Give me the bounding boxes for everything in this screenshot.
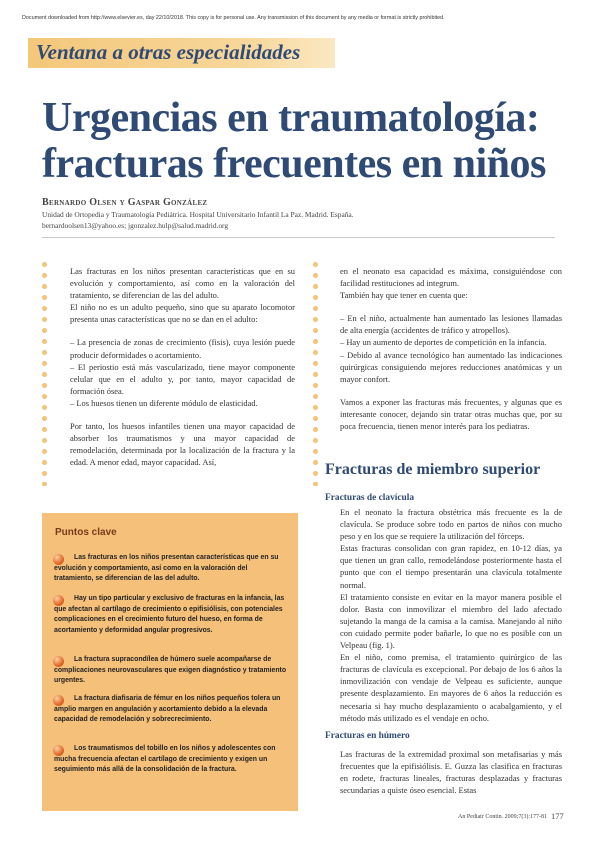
decorative-dot [313,482,318,487]
decorative-dot [313,339,318,344]
bullet-icon [53,695,64,706]
paragraph: Las fracturas de la extremidad proximal son metafisarias y más frecuentes que la epifisiólisis. E. Guzza las clasifica en fracturas en rodete, fracturas lineales, fracturas desplazadas y fracturas secundarias a quiste óseo esencial. Estas [340,749,562,796]
title-line-2: fracturas frecuentes en niños [42,141,546,187]
download-notice: Document downloaded from http://www.elsevier.es, day 22/10/2018. This copy is for personal use. Any transmission of this document by any media or format is strictly prohibited. [22,15,445,21]
decorative-dot [42,438,47,443]
decorative-dot [42,262,47,267]
decorative-dot [42,405,47,410]
decorative-dot [42,328,47,333]
decorative-dot [42,427,47,432]
humero-text [340,748,562,796]
paragraph: El tratamiento consiste en evitar en la mayor manera posible el dolor. Basta con inmovilizar el miembro del lado afectado sujetando la manga de la camisa a la camisa. Manejando al niño con cuidado permite poder bañarle, lo que no es posible con un Velpeau (fig. 1). [340,591,562,651]
list-item: – Los huesos tienen un diferente módulo de elasticidad. [70,397,258,408]
list-item: – Debido al avance tecnológico han aumentado las indicaciones quirúrgicas consiguiendo mejores reducciones anatómicas y un mayor confort. [340,349,562,384]
decorative-dot [313,361,318,366]
decorative-dot [313,317,318,322]
decorative-dot [313,460,318,465]
decorative-dot [313,372,318,377]
key-points-box [42,513,298,811]
paragraph: También hay que tener en cuenta que: [340,290,468,301]
subheading-humero: Fracturas en húmero [325,731,410,741]
decorative-dot [313,262,318,267]
key-point: La fractura diafisaria de fémur en los niños pequeños tolera un amplio margen en angulación y acortamiento debido a la elevada capacidad de remodelación y sobrecrecimiento. [54,695,281,724]
affiliation: Unidad de Ortopedia y Traumatología Pediátrica. Hospital Universitario Infantil La Paz. Madrid. España. [42,210,354,219]
decorative-dot [42,273,47,278]
spacer [340,385,562,396]
title-line-1: Urgencias en traumatología: [42,95,540,141]
list-item: – Hay un aumento de deportes de competición en la infancia. [340,337,547,348]
decorative-dot [42,295,47,300]
list-item: – El periostio está más vascularizado, tiene mayor componente celular que en el adulto y, por tanto, mayor capacidad de formación ósea. [70,361,295,396]
paragraph: El niño no es un adulto pequeño, sino que su aparato locomotor presenta unas características que no se dan en el adulto: [70,302,295,325]
decorative-dot [313,295,318,300]
journal-citation: An Pediatr Contin. 2009;7(3):177-81 [458,814,547,820]
key-points-title: Puntos clave [55,527,117,538]
key-point: Hay un tipo particular y exclusivo de fracturas en la infancia, las que afectan al cartílago de crecimiento o epifisiólisis, con potenciales complicaciones en el crecimiento futuro del hueso, en forma de acortamiento y deformidad angular progresivos. [54,595,285,634]
center-dot-column [313,262,319,486]
paragraph: Las fracturas en los niños presentan características que en su evolución y comportamiento, así como en la valoración del tratamiento, se diferencian de las del adulto. [70,266,295,301]
paragraph: Vamos a exponer las fracturas más frecuentes, y algunas que es interesante conocer, dejando sin tratar otras muchas que, por su poca frecuencia, tienen menor interés para los pediatras. [340,396,562,432]
key-point: La fractura supracondílea de húmero suele acompañarse de complicaciones neurovasculares que exigen diagnóstico y tratamiento urgentes. [54,656,287,685]
decorative-dot [313,273,318,278]
section-band-label: Ventana a otras especialidades [36,40,301,64]
key-point: Las fracturas en los niños presentan características que en su evolución y comportamiento, así como en la valoración del tratamiento, se diferencian de las del adulto. [54,554,279,583]
paragraph: En el niño, como premisa, el tratamiento quirúrgico de las fracturas de clavícula es excepcional. Por debajo de los 6 años la inmovilización con vendaje de Velpeau es suficiente, aunque presente desplazamiento. En mayores de 6 años la reducción es necesaria si hay mucho desplazamiento o acabalgamiento, y el método más utilizado es el vendaje en ocho. [340,652,562,723]
list-item: – La presencia de zonas de crecimiento (fisis), cuya lesión puede producir deformidades o acortamiento. [70,337,295,360]
paragraph: En el neonato la fractura obstétrica más frecuente es la de clavícula. Se produce sobre todo en partos de niños con mucho peso y en los que se requiere la utilización del fórceps. [340,507,562,542]
decorative-dot [313,416,318,421]
bullet-icon [53,554,64,565]
decorative-dot [313,438,318,443]
page-number: 177 [551,811,564,821]
decorative-dot [42,416,47,421]
spacer [70,409,295,420]
key-point: Los traumatismos del tobillo en los niños y adolescentes con mucha frecuencia afectan el cartílago de crecimiento y exigen un seguimiento más allá de la consolidación de la fractura. [54,745,276,774]
decorative-dot [313,394,318,399]
section-heading-miembro-superior: Fracturas de miembro superior [325,461,541,478]
decorative-dot [313,449,318,454]
decorative-dot [42,449,47,454]
spacer [340,301,562,312]
bullet-icon [53,656,64,667]
decorative-dot [313,471,318,476]
decorative-dot [42,460,47,465]
header-divider [42,237,555,238]
paragraph: en el neonato esa capacidad es máxima, consiguiéndose con facilidad restituciones ad integrum. [340,266,562,289]
paragraph: Por tanto, los huesos infantiles tienen una mayor capacidad de absorber los traumatismos y una mayor capacidad de remodelación, determinada por la localización de la fractura y la edad. A menor edad, mayor capacidad. Así, [70,421,295,468]
paragraph: Estas fracturas consolidan con gran rapidez, en 10-12 días, ya que tienen un gran callo, remodelándose posteriormente hasta el punto que con el tiempo presentarán una clavícula totalmente normal. [340,543,562,590]
author-emails: bernardoolsen13@yahoo.es; jgonzalez.hulp@salud.madrid.org [42,221,229,230]
decorative-dot [42,394,47,399]
decorative-dot [42,372,47,377]
decorative-dot [42,317,47,322]
article-title [42,95,582,187]
decorative-dot [313,427,318,432]
list-item: – En el niño, actualmente han aumentado las lesiones llamadas de alta energía (accidentes de tráfico y atropellos). [340,313,562,336]
decorative-dot [42,306,47,311]
clavicula-text [340,506,562,724]
subheading-clavicula: Fracturas de clavícula [325,493,415,503]
spacer [70,325,295,336]
right-column-text [340,265,562,432]
decorative-dot [42,482,47,487]
decorative-dot [313,306,318,311]
decorative-dot [313,383,318,388]
left-column-text [70,265,295,468]
left-dot-column [42,262,48,486]
decorative-dot [313,405,318,410]
decorative-dot [42,350,47,355]
decorative-dot [42,383,47,388]
section-band [28,38,335,68]
decorative-dot [42,361,47,366]
bullet-icon [53,745,64,756]
decorative-dot [42,284,47,289]
bullet-icon [53,595,64,606]
decorative-dot [313,284,318,289]
decorative-dot [313,350,318,355]
decorative-dot [42,471,47,476]
authors: Bernardo Olsen y Gaspar González [42,197,208,208]
decorative-dot [313,328,318,333]
decorative-dot [42,339,47,344]
